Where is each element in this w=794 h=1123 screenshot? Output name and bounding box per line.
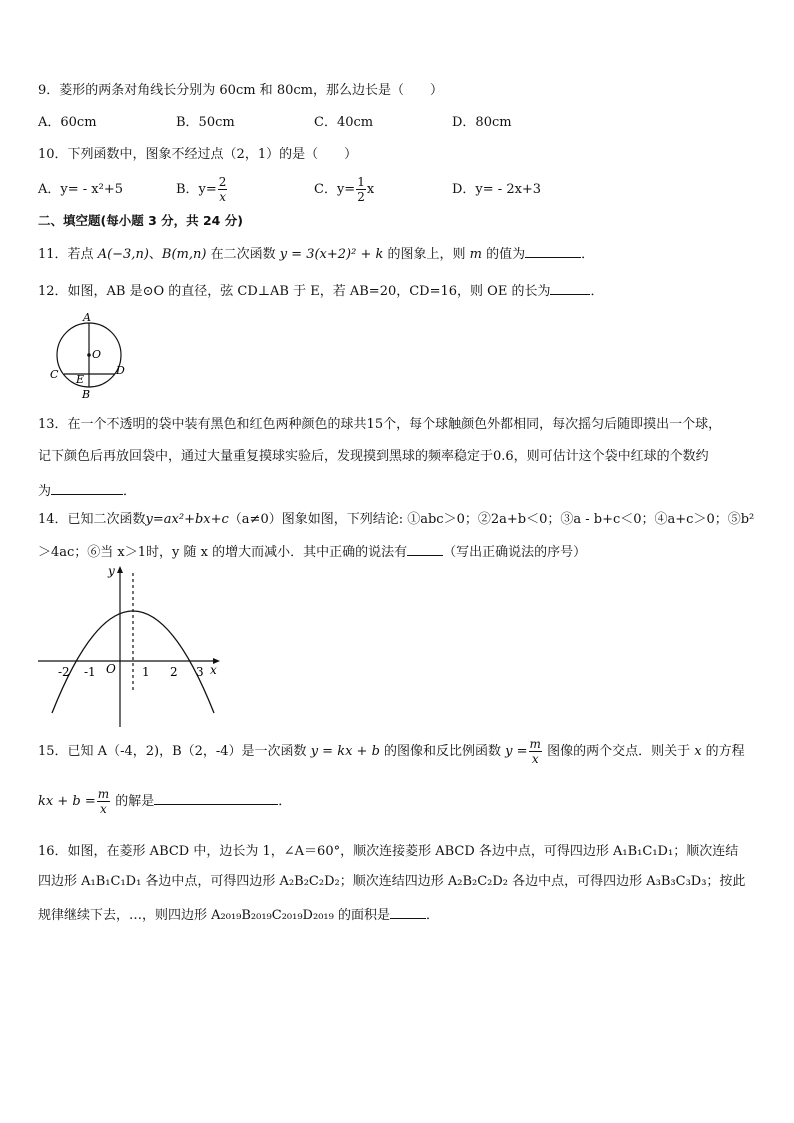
q10-option-b-prefix: B．y= bbox=[176, 182, 217, 197]
q15-equation-num: m bbox=[97, 787, 110, 801]
q15-inverse-fraction bbox=[529, 737, 542, 766]
q10-option-c-prefix: C．y= bbox=[314, 182, 356, 197]
q12-center-dot bbox=[87, 353, 91, 357]
q14-tick-neg1: -1 bbox=[84, 665, 96, 679]
q12-label-d: D bbox=[116, 364, 125, 377]
q15-answer-blank[interactable] bbox=[154, 790, 278, 805]
q15-text-3: 图像的两个交点．则关于 bbox=[542, 744, 695, 759]
q11-text-4: 的图象上，则 bbox=[383, 247, 470, 262]
q15-variable: x bbox=[694, 744, 702, 759]
q11-text-1: 11．若点 bbox=[38, 247, 98, 262]
q15-text-4: 的方程 bbox=[701, 744, 745, 759]
q15-linear-function: y = kx + b bbox=[310, 744, 380, 759]
q13-answer-blank[interactable] bbox=[51, 480, 123, 495]
q12-label-o: O bbox=[92, 348, 102, 361]
q14-parabola-graph bbox=[36, 563, 226, 729]
q14-parabola-curve bbox=[52, 611, 214, 713]
q12 bbox=[38, 280, 603, 301]
q11-answer-blank[interactable] bbox=[525, 243, 581, 258]
q10-stem: 10．下列函数中，图象不经过点（2，1）的是（ ） bbox=[38, 147, 358, 162]
q13-text-2: ． bbox=[123, 484, 137, 499]
q16-line-3 bbox=[38, 904, 439, 925]
q11-point-b: B(m,n) bbox=[161, 247, 207, 262]
q14-tick-3: 3 bbox=[196, 665, 204, 679]
q14-tick-neg2: -2 bbox=[58, 665, 70, 679]
q16-answer-blank[interactable] bbox=[390, 904, 426, 919]
q12-label-c: C bbox=[50, 368, 59, 381]
q11 bbox=[38, 243, 594, 264]
q14-answer-blank[interactable] bbox=[407, 541, 443, 556]
q9-option-b: B．50cm bbox=[176, 115, 235, 130]
q13-line-1: 13．在一个不透明的袋中装有黑色和红色两种颜色的球共15个，每个球触颜色外都相同，每次摇匀后随即摸出一个球， bbox=[38, 417, 722, 432]
q10-option-b-num: 2 bbox=[218, 175, 227, 189]
q14-tick-2: 2 bbox=[170, 665, 178, 679]
q11-text-5: 的值为 bbox=[481, 247, 526, 262]
q9-option-d: D．80cm bbox=[452, 115, 512, 130]
q10-option-b bbox=[176, 170, 228, 210]
q12-circle-figure bbox=[44, 308, 134, 402]
q12-label-e: E bbox=[76, 373, 85, 386]
q13-line-3 bbox=[38, 480, 136, 501]
q10-option-c-den: 2 bbox=[357, 190, 365, 204]
q15-text-5: 的解是 bbox=[111, 794, 155, 809]
q10-option-c-fraction bbox=[356, 175, 366, 204]
q14-x-label: x bbox=[210, 663, 217, 677]
q11-text-3: 在二次函数 bbox=[206, 247, 280, 262]
q12-text-end: ． bbox=[590, 284, 604, 299]
q12-label-a: A bbox=[83, 311, 91, 324]
q14-y-arrow bbox=[117, 566, 123, 573]
q10-option-c-num: 1 bbox=[357, 175, 365, 189]
q10-option-b-fraction bbox=[218, 175, 228, 204]
q14-origin-label: O bbox=[106, 662, 116, 676]
q9-option-a: A．60cm bbox=[38, 115, 97, 130]
q11-text-6: ． bbox=[581, 247, 595, 262]
q10-option-d: D．y= - 2x+3 bbox=[452, 182, 542, 197]
q14-text-1: 14．已知二次函数 bbox=[38, 512, 146, 527]
q15-equation-prefix: kx + b = bbox=[38, 794, 96, 809]
q15-text-1: 15．已知 A（-4，2)，B（2，-4）是一次函数 bbox=[38, 744, 311, 759]
q16-text-1: 规律继续下去，…，则四边形 A₂₀₁₉B₂₀₁₉C₂₀₁₉D₂₀₁₉ 的面积是 bbox=[38, 908, 390, 923]
q9-option-c: C．40cm bbox=[314, 115, 374, 130]
q14-text-3: （写出正确说法的序号） bbox=[443, 545, 587, 560]
q15-line-1 bbox=[38, 732, 745, 772]
q11-point-a: A(−3,n) bbox=[97, 247, 149, 262]
q10-option-c bbox=[314, 170, 374, 210]
q11-function: y = 3(x+2)² + k bbox=[279, 247, 384, 262]
q13-line-2: 记下颜色后再放回袋中，通过大量重复摸球实验后，发现摸到黑球的频率稳定于0.6，则可估计这个袋中红球的个数约 bbox=[38, 449, 709, 464]
q12-text: 12．如图，AB 是⊙O 的直径，弦 CD⊥AB 于 E，若 AB=20，CD=16，则 OE 的长为 bbox=[38, 284, 551, 299]
q15-text-2: 的图像和反比例函数 bbox=[379, 744, 506, 759]
q11-text-2: 、 bbox=[148, 247, 162, 262]
q12-label-b: B bbox=[82, 388, 91, 401]
q12-answer-blank[interactable] bbox=[550, 280, 590, 295]
q9-stem: 9．菱形的两条对角线长分别为 60cm 和 80cm，那么边长是（ ） bbox=[38, 83, 443, 98]
q14-text-2: ＞4ac；⑥当 x＞1时，y 随 x 的增大而减小．其中正确的说法有 bbox=[38, 545, 408, 560]
q14-conditions: （a≠0）图象如图，下列结论: ①abc＞0；②2a+b＜0；③a - b+c＜0；④a+c＞0；⑤b² bbox=[228, 512, 755, 527]
q15-inverse-prefix: y = bbox=[505, 744, 528, 759]
q15-equation-fraction bbox=[97, 787, 110, 816]
q14-line-2 bbox=[38, 541, 586, 562]
q14-y-label: y bbox=[108, 564, 115, 578]
q11-variable: m bbox=[469, 247, 482, 262]
q10-option-a: A．y= - x²+5 bbox=[38, 182, 123, 197]
q15-inverse-num: m bbox=[529, 737, 541, 751]
q15-text-6: ． bbox=[278, 794, 292, 809]
q16-text-2: ． bbox=[425, 908, 439, 923]
q10-option-c-suffix: x bbox=[366, 182, 375, 197]
q16-line-2: 四边形 A₁B₁C₁D₁ 各边中点，可得四边形 A₂B₂C₂D₂；顺次连结四边形 A₂B₂C₂D₂ 各边中点，可得四边形 A₃B₃C₃D₃；按此 bbox=[38, 874, 746, 889]
q15-line-2 bbox=[38, 782, 291, 822]
q14-function: y=ax²+bx+c bbox=[145, 512, 229, 527]
q15-equation-den: x bbox=[100, 802, 107, 816]
q14-tick-1: 1 bbox=[142, 665, 150, 679]
q16-line-1: 16．如图，在菱形 ABCD 中，边长为 1，∠A＝60°，顺次连接菱形 ABCD 各边中点，可得四边形 A₁B₁C₁D₁；顺次连结 bbox=[38, 844, 739, 859]
section-title-fill-in: 二、填空题(每小题 3 分，共 24 分) bbox=[38, 213, 243, 228]
q15-inverse-den: x bbox=[531, 752, 539, 766]
q13-text-1: 为 bbox=[38, 484, 52, 499]
q14-line-1 bbox=[38, 511, 754, 529]
q10-option-b-den: x bbox=[219, 190, 226, 204]
